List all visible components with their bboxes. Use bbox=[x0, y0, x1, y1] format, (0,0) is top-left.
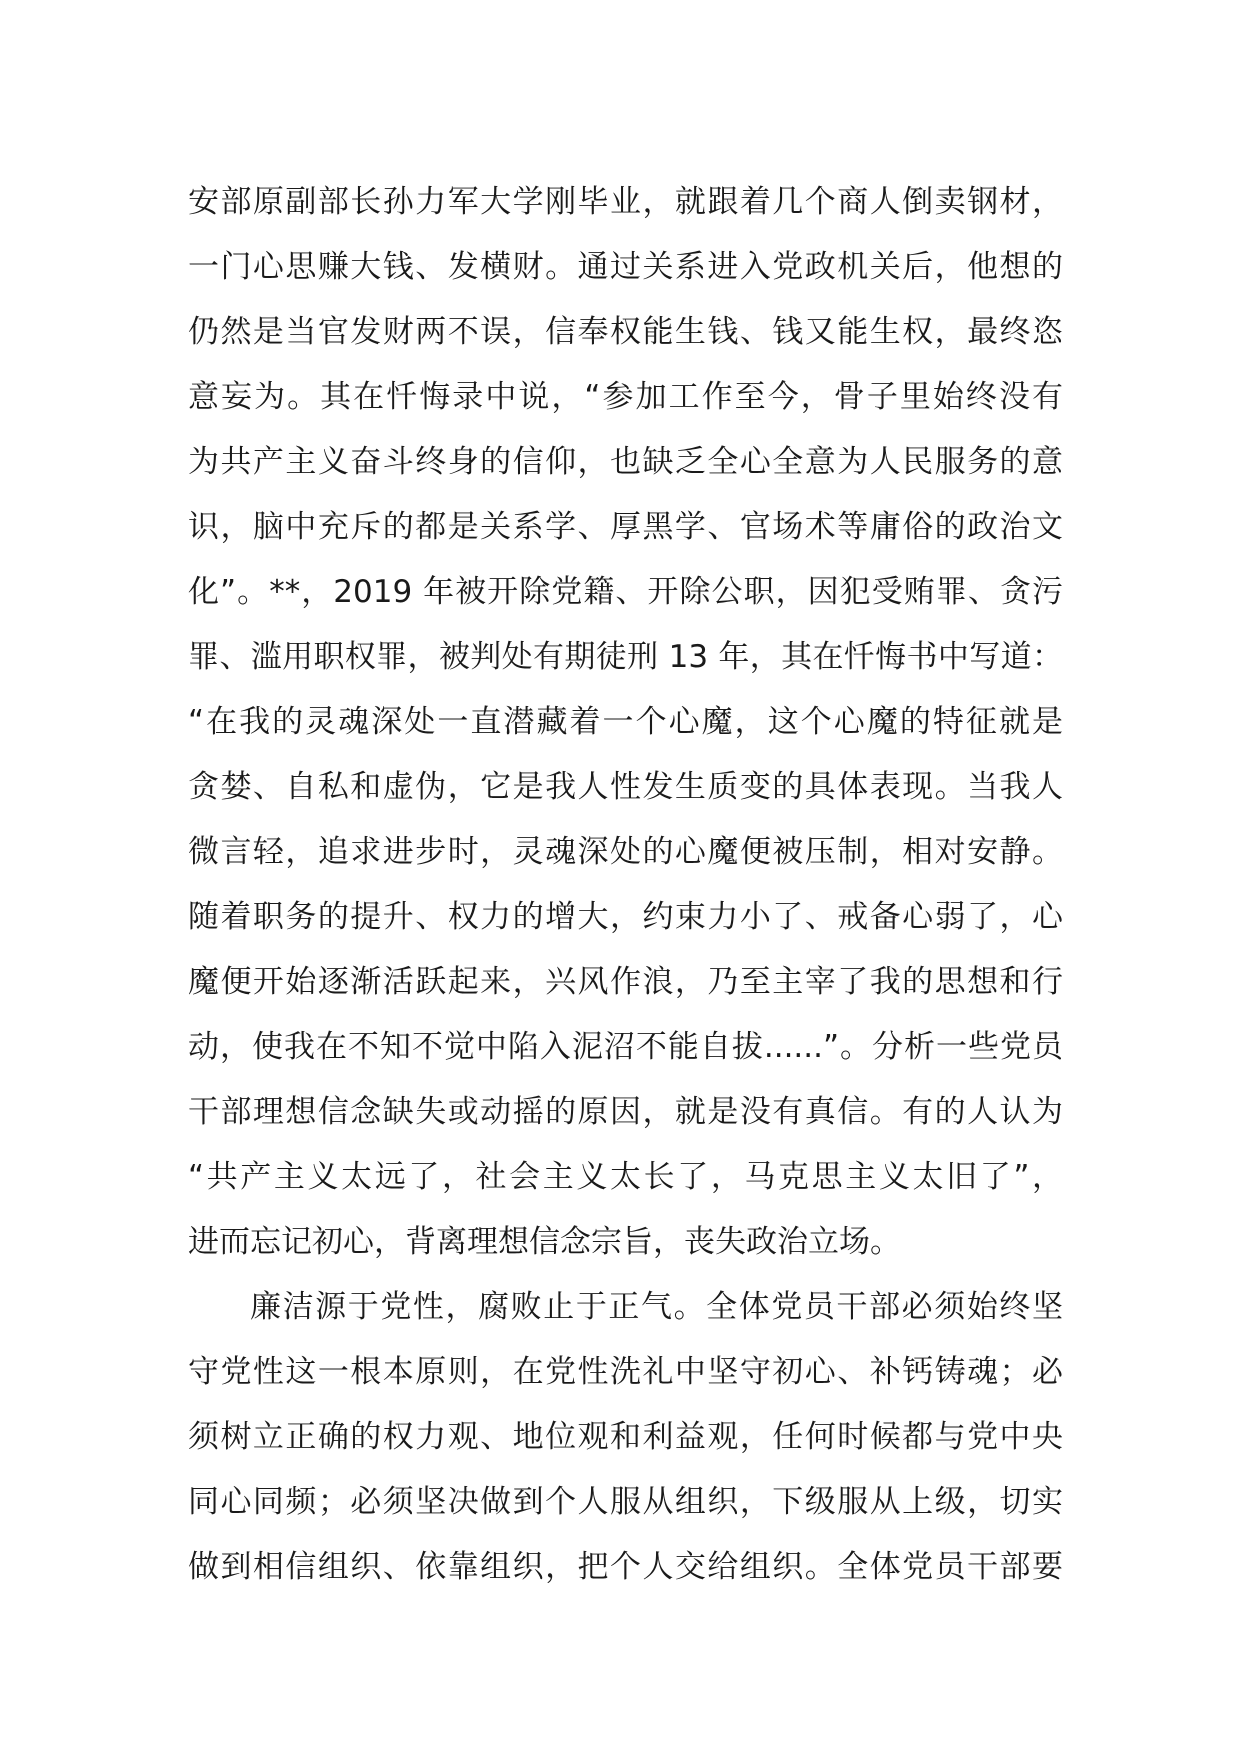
body-text bbox=[188, 170, 1063, 1600]
text-line: 随着职务的提升、权力的增大，约束力小了、戒备心弱了，心 bbox=[188, 899, 1063, 935]
text-line: 一门心思赚大钱、发横财。通过关系进入党政机关后，他想的 bbox=[188, 249, 1063, 285]
text-line: “在我的灵魂深处一直潜藏着一个心魔，这个心魔的特征就是 bbox=[188, 704, 1063, 740]
text-line: 罪、滥用职权罪，被判处有期徒刑 13 年，其在忏悔书中写道： bbox=[188, 639, 1063, 675]
text-line: 须树立正确的权力观、地位观和利益观，任何时候都与党中央 bbox=[188, 1419, 1063, 1455]
text-line: 廉洁源于党性，腐败止于正气。全体党员干部必须始终坚 bbox=[250, 1289, 1063, 1325]
text-line: 进而忘记初心，背离理想信念宗旨，丧失政治立场。 bbox=[188, 1224, 901, 1260]
text-line: 仍然是当官发财两不误，信奉权能生钱、钱又能生权，最终恣 bbox=[188, 314, 1063, 350]
text-line: “共产主义太远了，社会主义太长了，马克思主义太旧了”， bbox=[188, 1159, 1063, 1195]
text-line: 识，脑中充斥的都是关系学、厚黑学、官场术等庸俗的政治文 bbox=[188, 509, 1063, 545]
text-line: 干部理想信念缺失或动摇的原因，就是没有真信。有的人认为 bbox=[188, 1094, 1063, 1130]
text-line: 动，使我在不知不觉中陷入泥沼不能自拔......”。分析一些党员 bbox=[188, 1029, 1063, 1065]
text-line: 微言轻，追求进步时，灵魂深处的心魔便被压制，相对安静。 bbox=[188, 834, 1063, 870]
text-line: 安部原副部长孙力军大学刚毕业，就跟着几个商人倒卖钢材， bbox=[188, 184, 1063, 220]
text-line: 为共产主义奋斗终身的信仰，也缺乏全心全意为人民服务的意 bbox=[188, 444, 1063, 480]
text-line: 守党性这一根本原则，在党性洗礼中坚守初心、补钙铸魂；必 bbox=[188, 1354, 1063, 1390]
text-line: 化”。**，2019 年被开除党籍、开除公职，因犯受贿罪、贪污 bbox=[188, 574, 1063, 610]
paragraph-2 bbox=[188, 1275, 1063, 1600]
text-line: 做到相信组织、依靠组织，把个人交给组织。全体党员干部要 bbox=[188, 1549, 1063, 1585]
text-line: 同心同频；必须坚决做到个人服从组织，下级服从上级，切实 bbox=[188, 1484, 1063, 1520]
paragraph-1 bbox=[188, 170, 1063, 1275]
text-line: 意妄为。其在忏悔录中说，“参加工作至今，骨子里始终没有 bbox=[188, 379, 1063, 415]
text-line: 贪婪、自私和虚伪，它是我人性发生质变的具体表现。当我人 bbox=[188, 769, 1063, 805]
text-line: 魔便开始逐渐活跃起来，兴风作浪，乃至主宰了我的思想和行 bbox=[188, 964, 1063, 1000]
